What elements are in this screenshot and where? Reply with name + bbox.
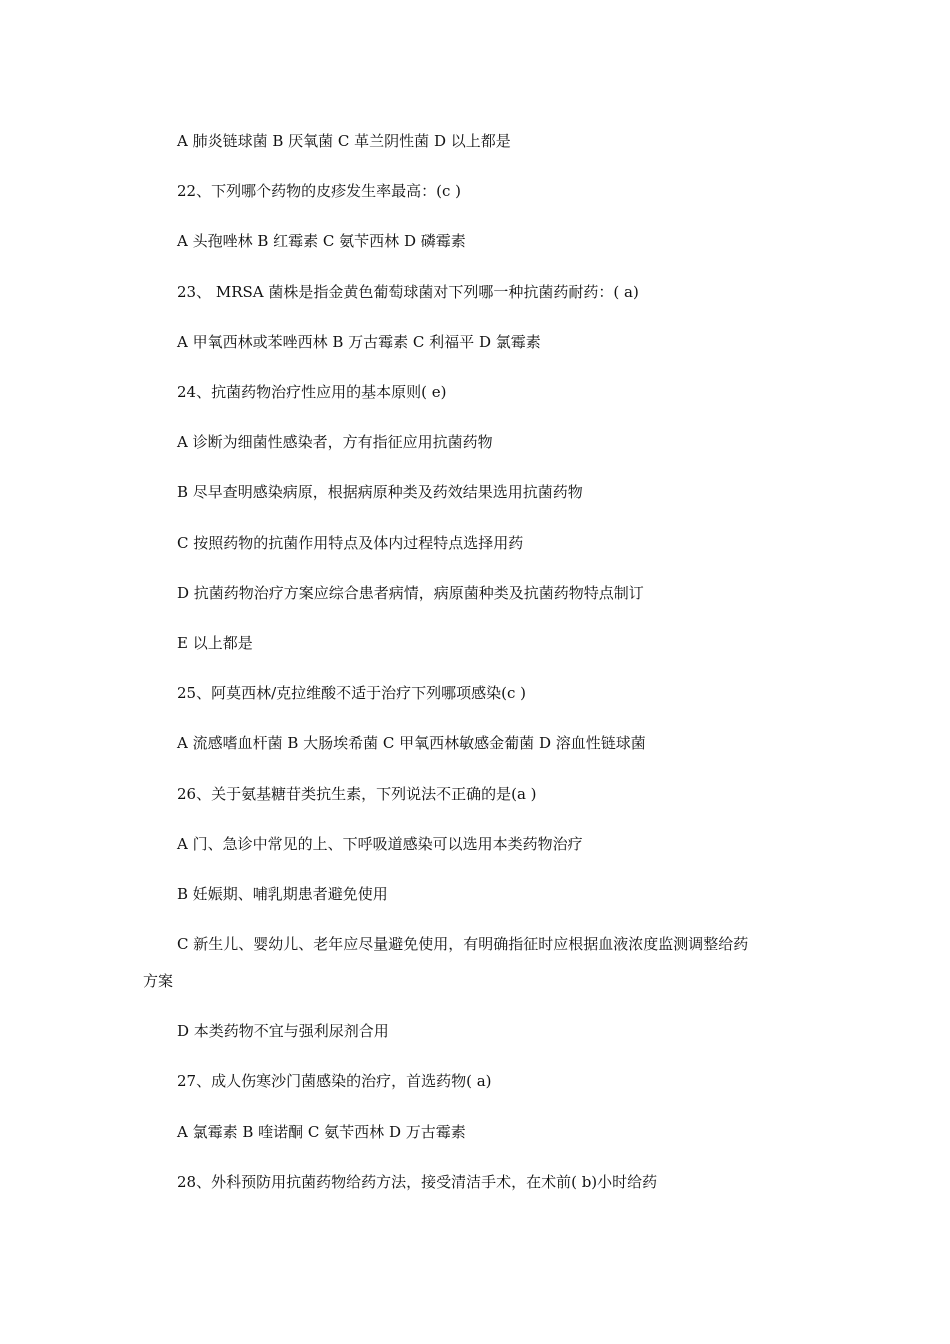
question-24: 24、抗菌药物治疗性应用的基本原则( e) bbox=[177, 383, 447, 401]
option-24-a: A 诊断为细菌性感染者，方有指征应用抗菌药物 bbox=[177, 433, 493, 451]
option-26-c-continued: 方案 bbox=[143, 972, 174, 990]
question-25: 25、阿莫西林/克拉维酸不适于治疗下列哪项感染(c ) bbox=[177, 684, 527, 702]
question-27: 27、成人伤寒沙门菌感染的治疗，首选药物( a) bbox=[177, 1072, 492, 1090]
option-24-b: B 尽早查明感染病原，根据病原种类及药效结果选用抗菌药物 bbox=[177, 483, 583, 501]
option-line-21: A 肺炎链球菌 B 厌氧菌 C 革兰阴性菌 D 以上都是 bbox=[177, 132, 511, 150]
option-line-25: A 流感嗜血杆菌 B 大肠埃希菌 C 甲氧西林敏感金葡菌 D 溶血性链球菌 bbox=[177, 734, 646, 752]
option-line-27: A 氯霉素 B 喹诺酮 C 氨苄西林 D 万古霉素 bbox=[177, 1123, 466, 1141]
question-23: 23、 MRSA 菌株是指金黄色葡萄球菌对下列哪一种抗菌药耐药：( a) bbox=[177, 283, 639, 301]
option-line-22: A 头孢唑林 B 红霉素 C 氨苄西林 D 磷霉素 bbox=[177, 232, 466, 250]
option-26-d: D 本类药物不宜与强利尿剂合用 bbox=[177, 1022, 389, 1040]
option-24-e: E 以上都是 bbox=[177, 634, 253, 652]
option-26-c: C 新生儿、婴幼儿、老年应尽量避免使用，有明确指征时应根据血液浓度监测调整给药 bbox=[177, 935, 749, 953]
question-26: 26、关于氨基糖苷类抗生素，下列说法不正确的是(a ) bbox=[177, 785, 537, 803]
question-22: 22、下列哪个药物的皮疹发生率最高：(c ) bbox=[177, 182, 461, 200]
question-28: 28、外科预防用抗菌药物给药方法，接受清洁手术，在术前( b)小时给药 bbox=[177, 1173, 658, 1191]
option-24-d: D 抗菌药物治疗方案应综合患者病情，病原菌种类及抗菌药物特点制订 bbox=[177, 584, 644, 602]
option-26-a: A 门、急诊中常见的上、下呼吸道感染可以选用本类药物治疗 bbox=[177, 835, 583, 853]
option-26-b: B 妊娠期、哺乳期患者避免使用 bbox=[177, 885, 388, 903]
option-24-c: C 按照药物的抗菌作用特点及体内过程特点选择用药 bbox=[177, 534, 524, 552]
option-line-23: A 甲氧西林或苯唑西林 B 万古霉素 C 利福平 D 氯霉素 bbox=[177, 333, 541, 351]
